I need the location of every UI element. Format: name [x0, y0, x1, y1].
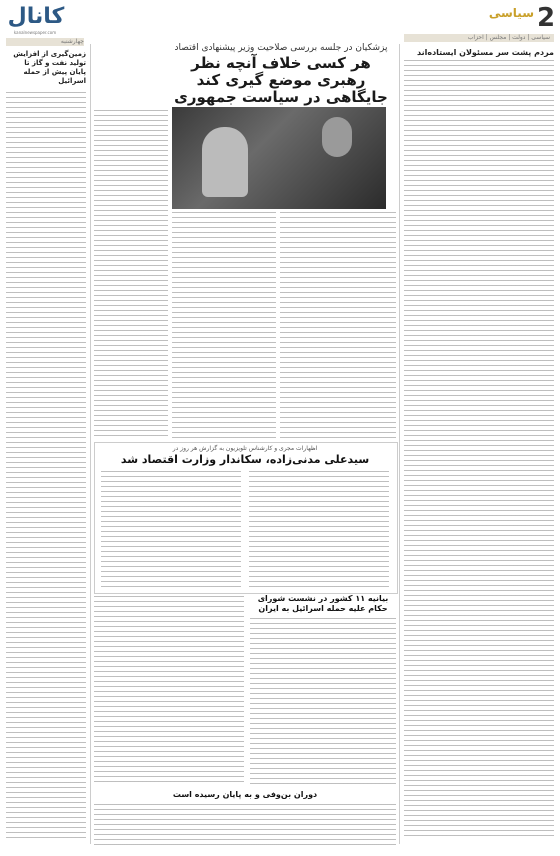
column-divider	[399, 44, 400, 844]
right-column-text	[404, 60, 554, 840]
section-title: سیاسی	[488, 6, 534, 20]
date-bar: چهارشنبه	[6, 38, 84, 46]
column-divider	[90, 44, 91, 844]
page-number: 2	[536, 3, 556, 33]
lead-headline: هر کسی خلاف آنچه نظر رهبری موضع گیری کند جایگاهی در سیاست جمهوری	[174, 54, 388, 106]
bottom-text	[94, 804, 396, 848]
right-column-title: مردم پشت سر مسئولان ایستاده‌اند	[416, 48, 554, 57]
section-bar: سیاسی | دولت | مجلس | احزاب	[404, 34, 554, 42]
story-title: بیانیه ۱۱ کشور در نشست شورای حکام علیه حمله اسرائیل به ایران	[257, 594, 389, 613]
story-title: دوران بن‌وفی و به پایان رسیده است	[172, 790, 318, 799]
box-kicker: اظهارات مجری و کارشناس تلویزیون به گزارش هر روز در	[172, 445, 318, 452]
box-title: سیدعلی مدنی‌زاده، سکاندار وزارت اقتصاد شد	[120, 453, 370, 466]
box-text	[249, 471, 389, 589]
mid-column-text	[94, 110, 168, 440]
mid-column-text	[280, 212, 396, 440]
background-figure	[322, 117, 352, 157]
mid-column-text	[94, 596, 244, 786]
speaker-figure	[202, 127, 248, 197]
mid-column-text	[172, 212, 276, 440]
newspaper-url: kanalnewspaper.com	[13, 30, 57, 35]
mid-column-text	[250, 618, 396, 788]
lead-kicker: پزشکیان در جلسه بررسی صلاحیت وزیر پیشنهادی اقتصاد	[174, 43, 388, 53]
left-column-title: زمین‌گیری از افزایش تولید نفت و گاز تا پایان پیش از حمله اسرائیل	[13, 50, 86, 85]
left-column-text	[6, 92, 86, 842]
feature-box	[94, 442, 398, 594]
newspaper-logo: کانال	[7, 4, 65, 29]
lead-photo	[172, 107, 386, 209]
box-text	[101, 471, 241, 589]
